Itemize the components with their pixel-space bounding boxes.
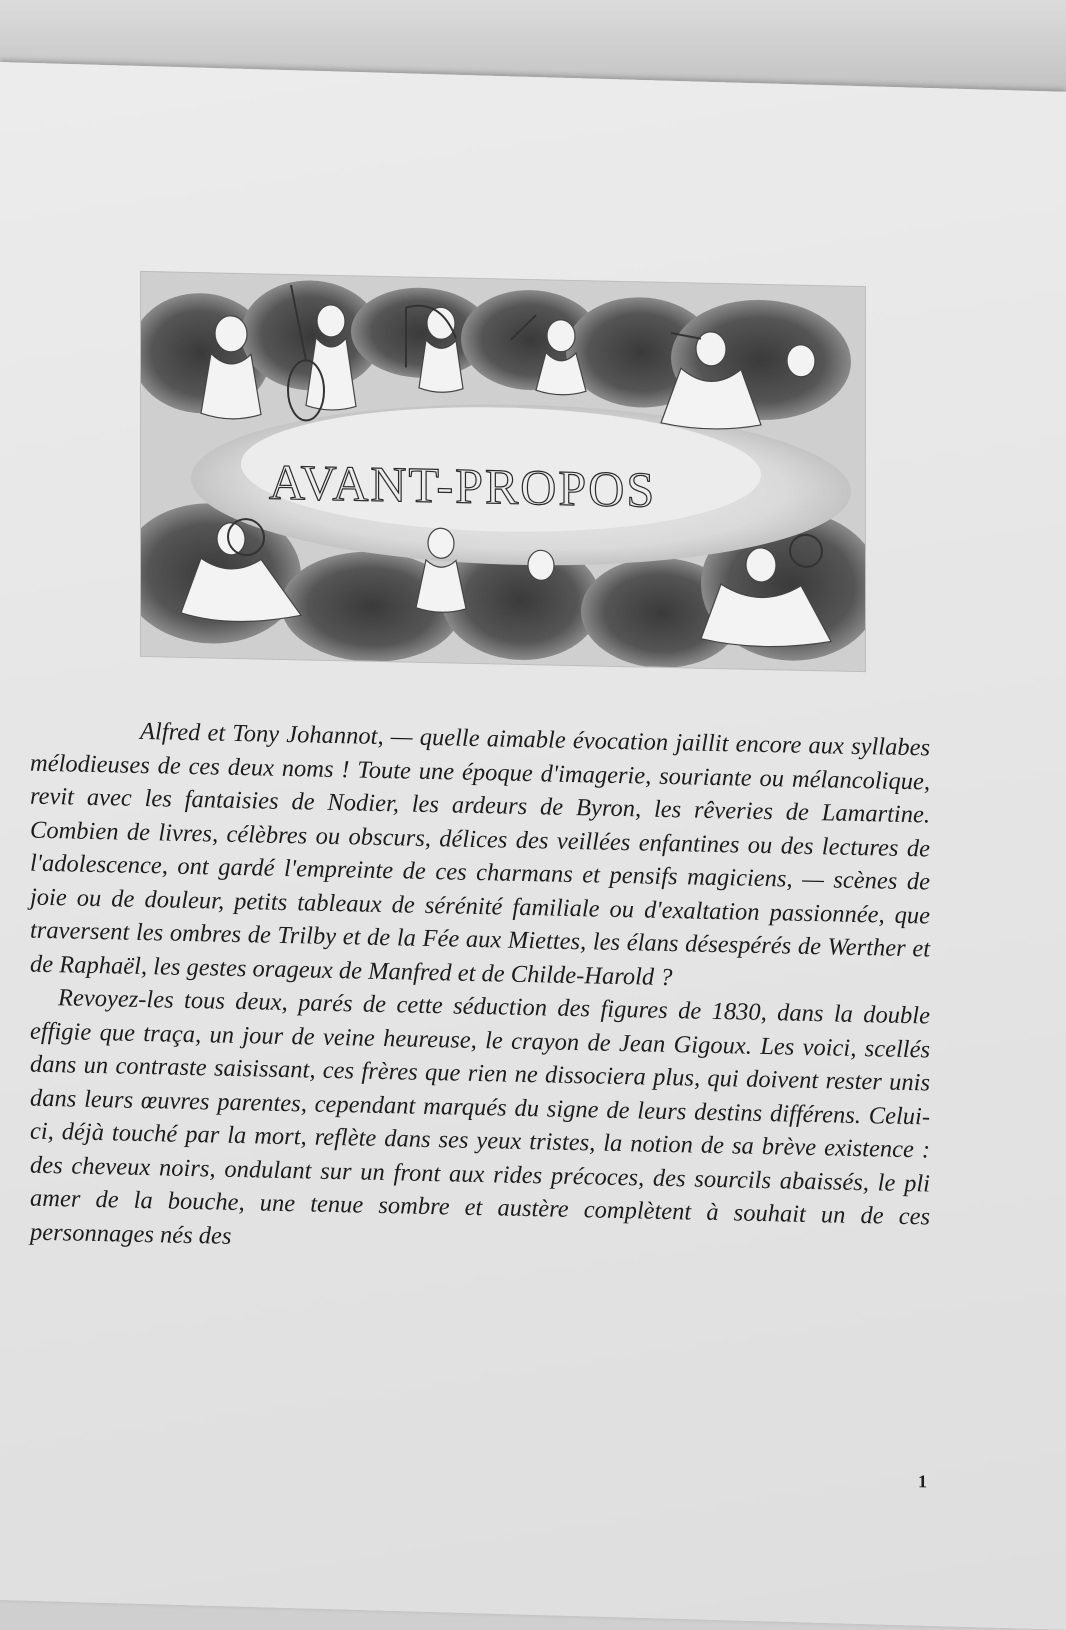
book-page <box>0 62 1066 1630</box>
page-content <box>0 62 1066 1584</box>
page-number: 1 <box>918 1471 927 1492</box>
vignette-heading: AVANT-PROPOS <box>269 453 657 518</box>
engraved-vignette <box>140 271 866 672</box>
body-text <box>30 713 930 1268</box>
paragraph-1: Alfred et Tony Johannot, — quelle aimable évocation jaillit encore aux syllabes mélodieuses de ces deux noms ! Toute une époque d'imagerie, souriante ou mélancolique, revit avec les fantaisies de Nodier, les ardeurs de Byron, les rêveries de Lamartine. Combien de livres, célèbres ou obscurs, délices des veillées enfantines ou des lectures de l'adolescence, ont gardé l'empreinte de ces charmans et pensifs magiciens, — scènes de joie ou de douleur, petits tableaux de sérénité familiale ou d'exaltation passionnée, que traversent les ombres de Trilby et de la Fée aux Miettes, les élans désespérés de Werther et de Raphaël, les gestes orageux de Manfred et de Childe-Harold ? <box>30 717 930 991</box>
paragraph-2: Revoyez-les tous deux, parés de cette séduction des figures de 1830, dans la double effigie que traça, un jour de veine heureuse, le crayon de Jean Gigoux. Les voici, scellés dans un contraste saisissant, ces frères que rien ne dissociera plus, qui doivent rester unis dans leurs œuvres parentes, cependant marqués du signe de leurs destins différens. Celui-ci, déjà touché par la mort, reflète dans ses yeux tristes, la notion de sa brève existence : des cheveux noirs, ondulant sur un front aux rides précoces, des sourcils abaissés, le pli amer de la bouche, une tenue sombre et austère complètent à souhait un de ces personnages nés des <box>30 984 930 1250</box>
